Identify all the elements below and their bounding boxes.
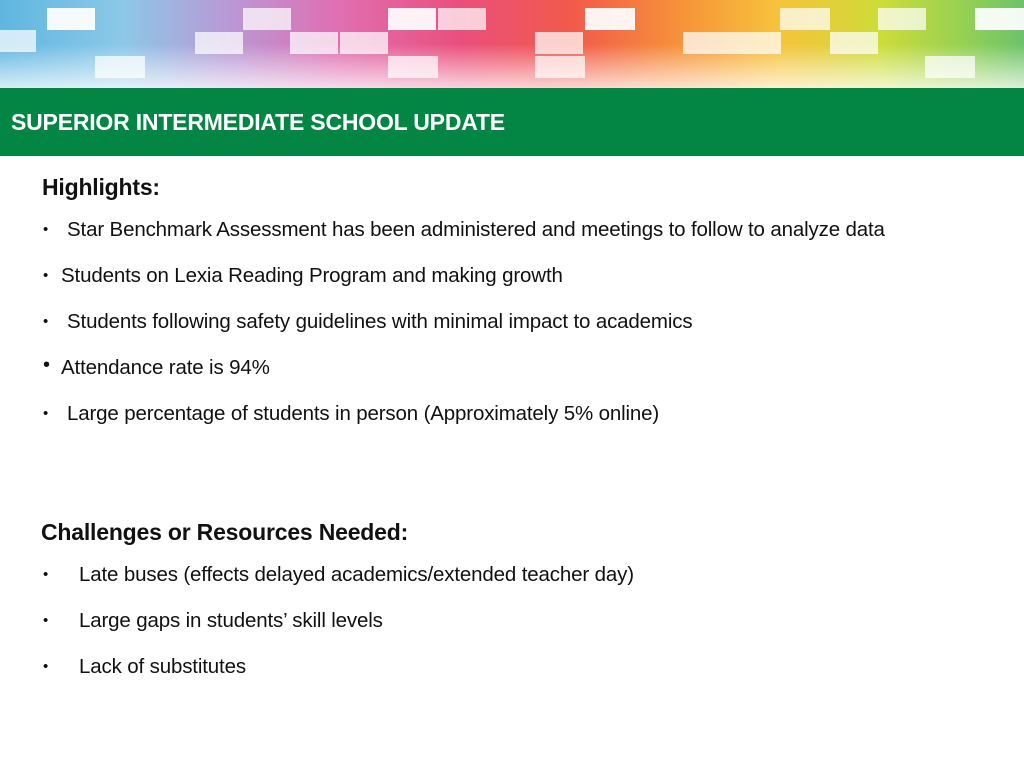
slide-title: SUPERIOR INTERMEDIATE SCHOOL UPDATE	[11, 108, 505, 135]
bullet-icon: •	[43, 267, 49, 284]
decorative-banner	[0, 0, 1024, 88]
bullet-icon: •	[43, 221, 49, 238]
title-bar	[0, 88, 1024, 156]
highlight-item-text: Large percentage of students in person (Approximately 5% online)	[67, 402, 660, 425]
challenge-item-text: Large gaps in students’ skill levels	[79, 609, 383, 632]
highlight-item-text: Star Benchmark Assessment has been administered and meetings to follow to analyze data	[67, 218, 885, 241]
highlight-item-text: Students on Lexia Reading Program and making growth	[61, 264, 563, 287]
challenge-item-text: Late buses (effects delayed academics/extended teacher day)	[79, 563, 634, 586]
highlight-item-text: Students following safety guidelines with minimal impact to academics	[67, 310, 693, 333]
challenge-item-text: Lack of substitutes	[79, 655, 246, 678]
bullet-icon: •	[43, 658, 49, 675]
highlights-heading: Highlights:	[42, 174, 160, 200]
highlight-item-text: Attendance rate is 94%	[61, 356, 270, 379]
bullet-icon: •	[43, 313, 49, 330]
bullet-icon: •	[43, 354, 50, 376]
bullet-icon: •	[43, 612, 49, 629]
bullet-icon: •	[43, 405, 49, 422]
bullet-icon: •	[43, 566, 49, 583]
challenges-heading: Challenges or Resources Needed:	[41, 519, 409, 545]
